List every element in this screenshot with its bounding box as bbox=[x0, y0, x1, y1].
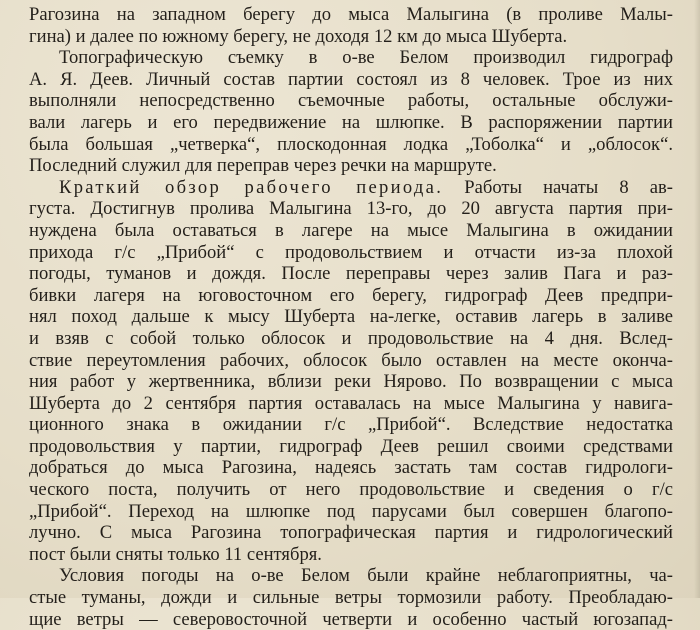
text-line bbox=[29, 112, 673, 134]
text-line bbox=[29, 285, 673, 307]
text-line bbox=[29, 47, 673, 69]
text-line bbox=[29, 609, 673, 630]
text-line bbox=[29, 350, 673, 372]
line-text: вали лагерь и его передвижение на шлюпке. В распоряжении партии bbox=[29, 111, 673, 133]
line-text: Рагозина на западном берегу до мыса Малыгина (в проливе Малы- bbox=[29, 4, 673, 25]
line-text: нял поход дальше к мысу Шуберта на-легке, оставив лагерь в заливе bbox=[29, 306, 673, 328]
line-text: Топографическую съемку в о-ве Белом производил гидрограф bbox=[59, 47, 673, 69]
text-line bbox=[29, 177, 673, 199]
line-text: выполняли непосредственно съемочные работы, остальные обслужи- bbox=[29, 90, 673, 112]
text-line bbox=[29, 4, 673, 26]
line-text: погоды, туманов и дождя. После переправы через залив Пага и раз- bbox=[29, 263, 673, 285]
line-text: Шуберта до 2 сентября партия оставалась на мысе Малыгина у навига- bbox=[29, 392, 673, 414]
text-line bbox=[29, 306, 673, 328]
text-line bbox=[29, 479, 673, 501]
line-text: гина) и далее по южному берегу, не доходя 12 км до мыса Шуберта. bbox=[29, 25, 568, 47]
line-text: была большая „четверка“, плоскодонная лодка „Тоболка“ и „облосок“. bbox=[29, 133, 673, 155]
text-line bbox=[29, 371, 673, 393]
text-line bbox=[29, 26, 673, 48]
line-text: продовольствия у партии, гидрограф Деев решил своими средствами bbox=[29, 435, 673, 457]
text-line bbox=[29, 393, 673, 415]
line-text: густа. Достигнув пролива Малыгина 13-го, до 20 августа партия при- bbox=[29, 198, 673, 220]
line-text: нуждена была оставаться в лагере на мысе Малыгина в ожидании bbox=[29, 219, 673, 241]
text-line bbox=[29, 328, 673, 350]
line-text: Последний служил для переправ через речки на маршруте. bbox=[29, 155, 497, 177]
line-text: ствие переутомления рабочих, облосок было оставлен на месте оконча- bbox=[29, 349, 673, 371]
paragraph-p2 bbox=[29, 47, 673, 177]
text-line bbox=[29, 501, 673, 523]
line-text: щие ветры — северовосточной четверти и особенно частый югозапад- bbox=[29, 608, 673, 630]
text-line bbox=[29, 544, 673, 566]
text-line bbox=[29, 522, 673, 544]
paragraph-p1 bbox=[29, 4, 673, 47]
document-page bbox=[29, 4, 673, 630]
line-text: прихода г/с „Прибой“ с продовольствием и отчасти из-за плохой bbox=[29, 241, 673, 263]
text-line bbox=[29, 414, 673, 436]
line-text: бивки лагеря на юговосточном его берегу, гидрограф Деев предпри- bbox=[29, 284, 673, 306]
text-line bbox=[29, 69, 673, 91]
paragraph-p3 bbox=[29, 177, 673, 566]
line-text: Условия погоды на о-ве Белом были крайне неблагоприятны, ча- bbox=[59, 565, 673, 587]
text-line bbox=[29, 155, 673, 177]
line-text: ционного знака в ожидании г/с „Прибой“. Вследствие недостатка bbox=[29, 414, 673, 436]
section-heading: Краткий обзор рабочего периода. bbox=[59, 176, 444, 198]
text-line bbox=[29, 565, 673, 587]
line-text: ческого поста, получить от него продовольствие и сведения о г/с bbox=[29, 479, 673, 501]
line-text: Работы начаты 8 ав- bbox=[443, 176, 673, 198]
text-line bbox=[29, 198, 673, 220]
text-line bbox=[29, 242, 673, 264]
line-text: „Прибой“. Переход на шлюпке под парусами был совершен благопо- bbox=[29, 500, 673, 522]
line-text: и взяв с собой только облосок и продовольствие на 4 дня. Вслед- bbox=[29, 327, 673, 349]
line-text: пост были сняты только 11 сентября. bbox=[29, 543, 322, 565]
text-line bbox=[29, 457, 673, 479]
line-text: добраться до мыса Рагозина, надеясь застать там состав гидрологи- bbox=[29, 457, 673, 479]
page-edge-shadow bbox=[694, 0, 700, 598]
text-line bbox=[29, 220, 673, 242]
line-text: А. Я. Деев. Личный состав партии состоял из 8 человек. Трое из них bbox=[29, 68, 673, 90]
line-text: стые туманы, дожди и сильные ветры тормозили работу. Преобладаю- bbox=[29, 587, 673, 609]
line-text: лучно. С мыса Рагозина топографическая партия и гидрологический bbox=[29, 522, 673, 544]
text-line bbox=[29, 134, 673, 156]
text-line bbox=[29, 436, 673, 458]
line-text: ния работ у жертвенника, вблизи реки Нярово. По возвращении с мыса bbox=[29, 371, 673, 393]
text-line bbox=[29, 263, 673, 285]
text-line bbox=[29, 90, 673, 112]
